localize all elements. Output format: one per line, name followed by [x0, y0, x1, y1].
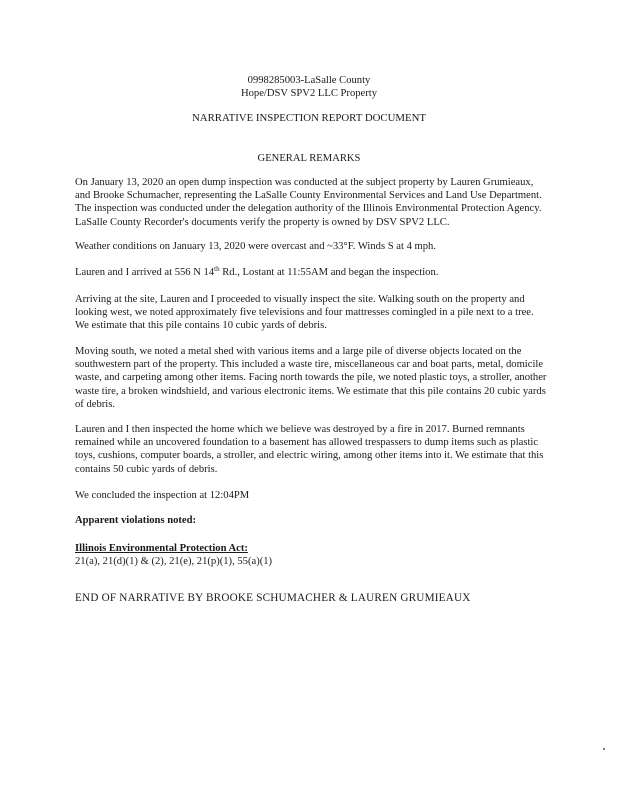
text-line: looking west, we noted approximately five televisions and four mattresses comingled in a pile next to a tree. [75, 307, 534, 319]
paragraph-burned-home [75, 423, 551, 476]
text-line: Lauren and I then inspected the home which we believe was destroyed by a fire in 2017. Burned remnants [75, 424, 525, 435]
text-line: contains 50 cubic yards of debris. [75, 463, 218, 475]
section-title-general-remarks: GENERAL REMARKS [257, 153, 361, 164]
arrival-text-before: Lauren and I arrived at 556 N 14 [75, 267, 215, 278]
scan-speck [603, 748, 605, 750]
document-title: NARRATIVE INSPECTION REPORT DOCUMENT [192, 112, 426, 124]
paragraph-arrival [75, 266, 551, 279]
text-line: We estimate that this pile contains 10 cubic yards of debris. [75, 320, 327, 332]
text-line: Moving south, we noted a metal shed with various items and a large pile of diverse objects located on the [75, 346, 522, 357]
ordinal-suffix: th [214, 265, 220, 273]
violations-heading: Apparent violations noted: [75, 515, 197, 526]
paragraph-first-pile [75, 293, 551, 333]
act-sections-list: 21(a), 21(d)(1) & (2), 21(e), 21(p)(1), 55(a)(1) [75, 556, 273, 567]
paragraph-weather: Weather conditions on January 13, 2020 were overcast and ~33°F. Winds S at 4 mph. [75, 241, 436, 252]
act-title: Illinois Environmental Protection Act: [75, 543, 248, 554]
paragraph-inspection-intro [75, 176, 551, 229]
text-line: LaSalle County Recorder's documents verify the property is owned by DSV SPV2 LLC. [75, 216, 450, 228]
arrival-text-after: Rd., Lostant at 11:55AM and began the inspection. [219, 267, 439, 278]
text-line: and Brooke Schumacher, representing the LaSalle County Environmental Services and Land Use Department. [75, 190, 542, 202]
text-line: remained while an uncovered foundation to a basement has allowed trespassers to dump items such as plastic [75, 437, 539, 449]
paragraph-second-pile [75, 345, 551, 411]
paragraph-conclusion: We concluded the inspection at 12:04PM [75, 490, 250, 501]
text-line: southwestern part of the property. This included a waste tire, miscellaneous car and boat parts, metal, domicile [75, 359, 544, 371]
header-permit-county: 0998285003-LaSalle County [247, 75, 371, 86]
header-property-owner: Hope/DSV SPV2 LLC Property [240, 88, 378, 99]
text-line: waste tire, a broken windshield, and various electronic items. We estimate that this pile contains 20 cubic yards [75, 385, 546, 397]
end-of-narrative: END OF NARRATIVE BY BROOKE SCHUMACHER & LAUREN GRUMIEAUX [75, 592, 471, 604]
text-line: On January 13, 2020 an open dump inspection was conducted at the subject property by Lauren Grumieaux, [75, 177, 534, 188]
text-line: toys, cushions, computer boards, a stroller, and electric wiring, among other items into it. We estimate that this [75, 450, 544, 462]
text-line: The inspection was conducted under the delegation authority of the Illinois Environmental Protection Agency. [75, 203, 542, 215]
text-line: waste, and carpeting among other items. Facing north towards the pile, we noted plastic toys, a stroller, another [75, 372, 547, 384]
text-line: of debris. [75, 398, 116, 410]
text-line: Arriving at the site, Lauren and I proceeded to visually inspect the site. Walking south on the property and [75, 294, 525, 305]
